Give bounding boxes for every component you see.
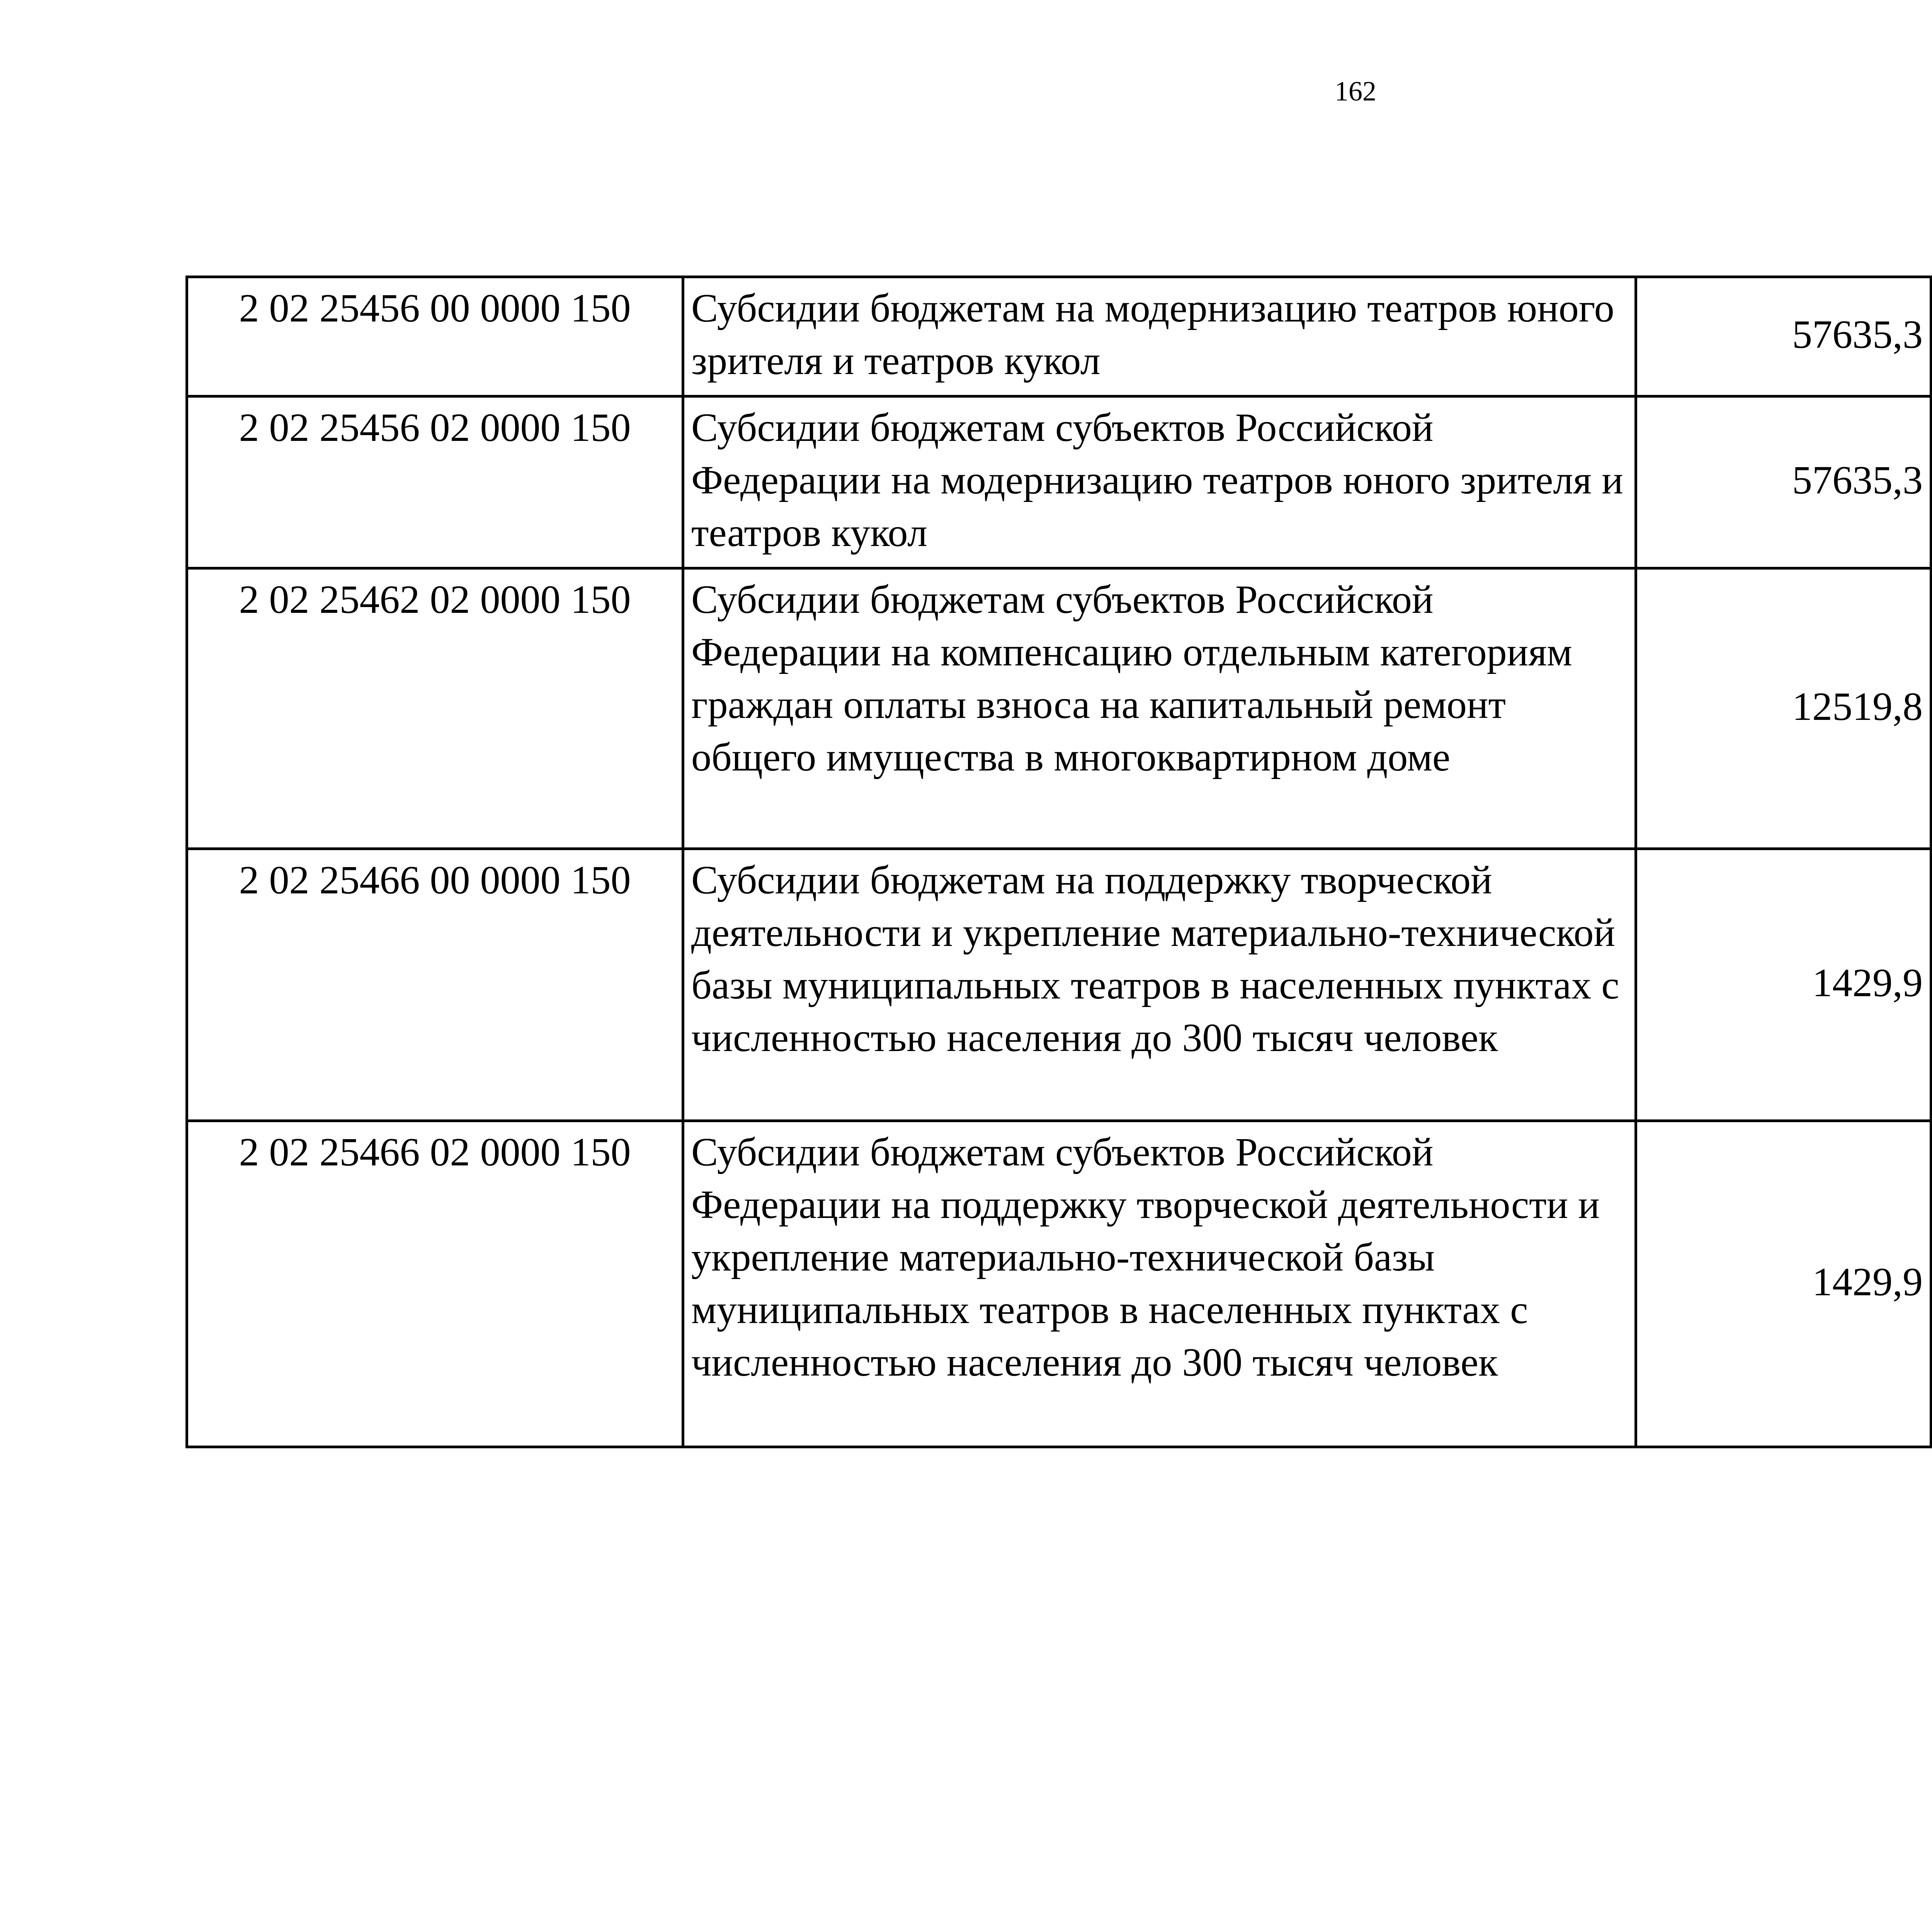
description-cell: Субсидии бюджетам субъектов Российской Федерации на поддержку творческой деятельности и укрепление материально-технической базы муниципальных театров в населенных пунктах с численностью населения до 300 тысяч человек — [683, 1121, 1636, 1447]
table-row — [187, 568, 1932, 849]
value-1-cell: 57635,3 — [1636, 396, 1931, 568]
table-row — [187, 849, 1932, 1121]
table-row — [187, 1121, 1932, 1447]
budget-table — [185, 276, 1932, 1448]
budget-code-cell: 2 02 25466 02 0000 150 — [187, 1121, 683, 1447]
description-cell: Субсидии бюджетам субъектов Российской Федерации на компенсацию отдельным категориям граждан оплаты взноса на капитальный ремонт общего имущества в многоквартирном доме — [683, 568, 1636, 849]
value-1-cell: 57635,3 — [1636, 277, 1931, 396]
table-row — [187, 396, 1932, 568]
budget-code-cell: 2 02 25456 02 0000 150 — [187, 396, 683, 568]
budget-code-cell: 2 02 25466 00 0000 150 — [187, 849, 683, 1121]
value-1-cell: 12519,8 — [1636, 568, 1931, 849]
value-1-cell: 1429,9 — [1636, 849, 1931, 1121]
description-cell: Субсидии бюджетам на поддержку творческой деятельности и укрепление материально-технической базы муниципальных театров в населенных пунктах с численностью населения до 300 тысяч человек — [683, 849, 1636, 1121]
description-cell: Субсидии бюджетам на модернизацию театров юного зрителя и театров кукол — [683, 277, 1636, 396]
budget-code-cell: 2 02 25462 02 0000 150 — [187, 568, 683, 849]
page-number: 162 — [1335, 76, 1376, 107]
description-cell: Субсидии бюджетам субъектов Российской Федерации на модернизацию театров юного зрителя и театров кукол — [683, 396, 1636, 568]
budget-code-cell: 2 02 25456 00 0000 150 — [187, 277, 683, 396]
table-row — [187, 277, 1932, 396]
value-1-cell: 1429,9 — [1636, 1121, 1931, 1447]
